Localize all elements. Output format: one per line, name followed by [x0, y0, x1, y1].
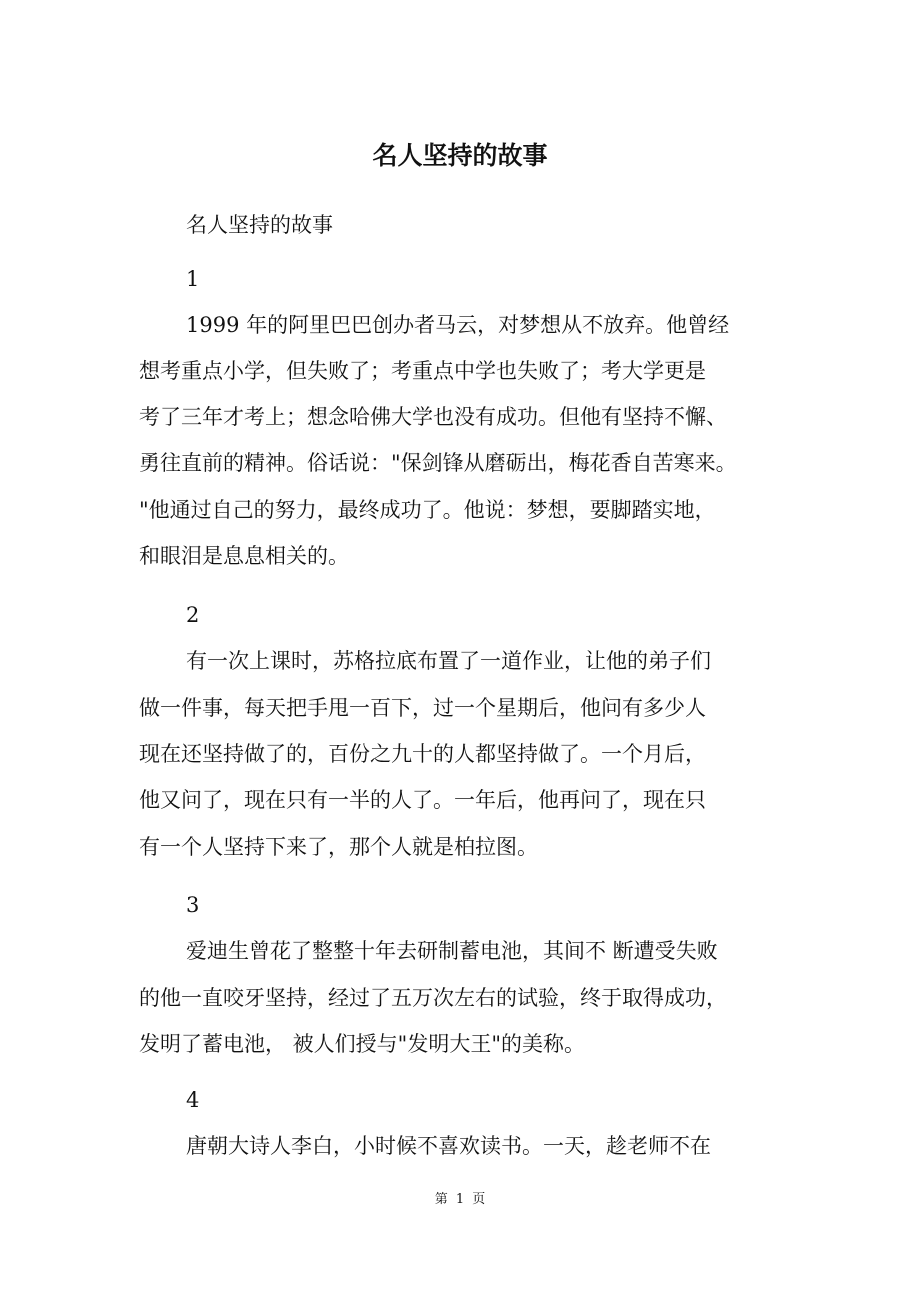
- paragraph-line: 他又问了，现在只有一半的人了。一年后，他再问了，现在只: [139, 788, 706, 812]
- paragraph-line: 考了三年才考上；想念哈佛大学也没有成功。但他有坚持不懈、: [139, 405, 727, 429]
- document-title: 名人坚持的故事: [372, 141, 548, 170]
- paragraph-line: 1999 年的阿里巴巴创办者马云，对梦想从不放弃。他曾经: [186, 313, 730, 337]
- paragraph-line: 做一件事，每天把手甩一百下，过一个星期后，他问有多少人: [139, 696, 706, 720]
- paragraph-line: 和眼泪是息息相关的。: [139, 544, 349, 568]
- section-number: 2: [186, 603, 200, 627]
- subtitle: 名人坚持的故事: [186, 213, 333, 237]
- paragraph-line: 有一个人坚持下来了，那个人就是柏拉图。: [139, 835, 538, 859]
- paragraph-line: 勇往直前的精神。俗话说："保剑锋从磨砺出，梅花香自苦寒来。: [139, 451, 737, 475]
- section-number: 1: [186, 267, 200, 291]
- section-number: 3: [186, 893, 200, 917]
- paragraph-line: 的他一直咬牙坚持，经过了五万次左右的试验，终于取得成功，: [139, 986, 727, 1010]
- paragraph-line: 爱迪生曾花了整整十年去研制蓄电池，其间不 断遭受失败: [186, 939, 718, 963]
- section-number: 4: [186, 1088, 200, 1112]
- paragraph-line: 有一次上课时，苏格拉底布置了一道作业，让他的弟子们: [186, 649, 711, 673]
- paragraph-line: "他通过自己的努力，最终成功了。他说：梦想，要脚踏实地，: [139, 498, 716, 522]
- paragraph-line: 发明了蓄电池， 被人们授与"发明大王"的美称。: [139, 1032, 585, 1056]
- paragraph-line: 现在还坚持做了的，百份之九十的人都坚持做了。一个月后，: [139, 742, 706, 766]
- page-number-footer: 第 1 页: [434, 1192, 486, 1207]
- paragraph-line: 想考重点小学，但失败了；考重点中学也失败了；考大学更是: [139, 359, 706, 383]
- paragraph-line: 唐朝大诗人李白，小时候不喜欢读书。一天，趁老师不在: [186, 1134, 711, 1158]
